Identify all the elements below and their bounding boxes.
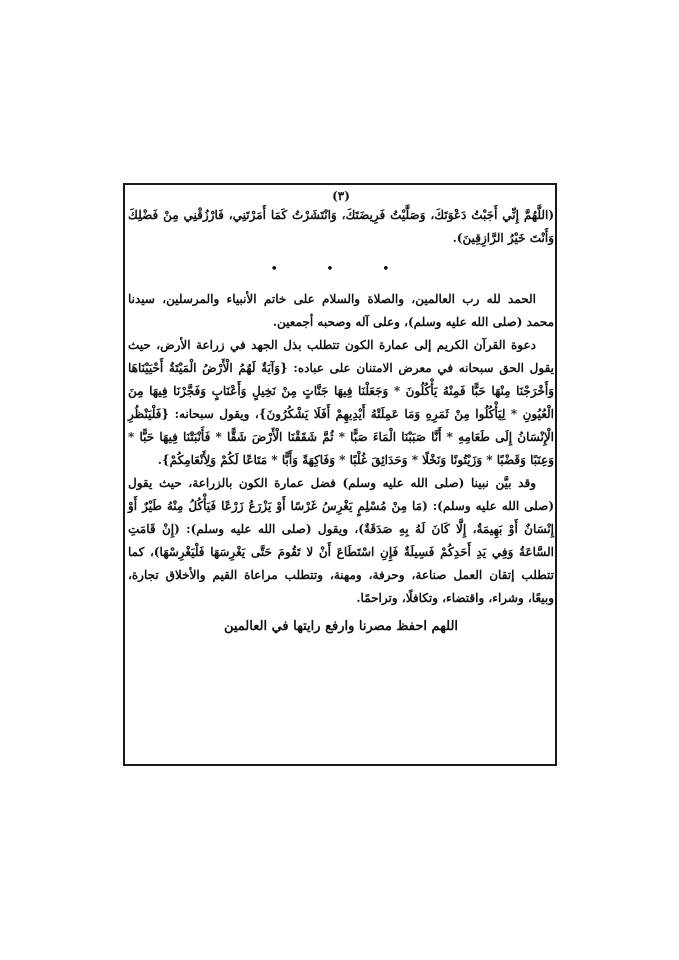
closing-dua: اللهم احفظ مصرنا وارفع رايتها في العالمين — [223, 619, 459, 634]
paragraph-2: دعوة القرآن الكريم إلى عمارة الكون تتطلب بذل الجهد في زراعة الأرض، حيث يقول الحق سبحانه في معرض الامتنان على عباده: {وَآيَةٌ لَهُمُ الْأَرْضُ الْمَيْتَةُ أَحْيَيْنَاهَا وَأَخْرَجْنَا مِنْهَا حَبًّا فَمِنْهُ يَأْكُلُونَ * وَجَعَلْنَا فِيهَا جَنَّاتٍ مِنْ نَخِيلٍ وَأَعْنَابٍ وَفَجَّرْنَا فِيهَا مِنَ الْعُيُونِ * لِيَأْكُلُوا مِنْ ثَمَرِهِ وَمَا عَمِلَتْهُ أَيْدِيهِمْ أَفَلَا يَشْكُرُونَ}، ويقول سبحانه: {فَلْيَنْظُرِ الْإِنْسَانُ إِلَى طَعَامِهِ * أَنَّا صَبَبْنَا الْمَاءَ صَبًّا * ثُمَّ شَقَقْنَا الْأَرْضَ شَقًّا * فَأَنْبَتْنَا فِيهَا حَبًّا * وَعِنَبًا وَقَضْبًا * وَزَيْتُونًا وَنَخْلًا * وَحَدَائِقَ غُلْبًا * وَفَاكِهَةً وَأَبًّا * مَتَاعًا لَكُمْ وَلِأَنْعَامِكُمْ}. — [128, 338, 554, 467]
page-number: (٣) — [332, 189, 350, 203]
paragraph-3: وقد بيَّن نبينا (صلى الله عليه وسلم) فضل عمارة الكون بالزراعة، حيث يقول (صلى الله عليه وسلم): (مَا مِنْ مُسْلِمٍ يَغْرِسُ غَرْسًا أَوْ يَزْرَعُ زَرْعًا فَيَأْكُلُ مِنْهُ طَيْرٌ أَوْ إِنْسَانٌ أَوْ بَهِيمَةٌ، إِلَّا كَانَ لَهُ بِهِ صَدَقَةٌ)، ويقول (صلى الله عليه وسلم): (إِنْ قَامَتِ السَّاعَةُ وَفِي يَدِ أَحَدِكُمْ فَسِيلَةٌ فَإِنِ اسْتَطَاعَ أَنْ لا تَقُومَ حَتَّى يَغْرِسَهَا فَلْيَغْرِسْهَا)، كما تتطلب إتقان العمل صناعة، وحرفة، ومهنة، وتتطلب مراعاة القيم والأخلاق تجارة، وبيعًا، وشراء، واقتضاء، وتكافلًا، وتراحمًا. — [128, 476, 554, 605]
document-body — [128, 188, 554, 638]
section-separator: • • • — [270, 262, 412, 277]
opening-dua: (اللَّهُمَّ إِنِّي أَجَبْتُ دَعْوَتَكَ، وَصَلَّيْتُ فَرِيضَتَكَ، وَانْتَشَرْتُ كَمَا أَمَرْتَنِي، فَارْزُقْنِي مِنْ فَضْلِكَ وَأَنْتَ خَيْرُ الرَّازِقِينَ). — [128, 208, 554, 245]
paragraph-1: الحمد لله رب العالمين، والصلاة والسلام على خاتم الأنبياء والمرسلين، سيدنا محمد (صلى الله عليه وسلم)، وعلى آله وصحبه أجمعين. — [128, 292, 554, 329]
